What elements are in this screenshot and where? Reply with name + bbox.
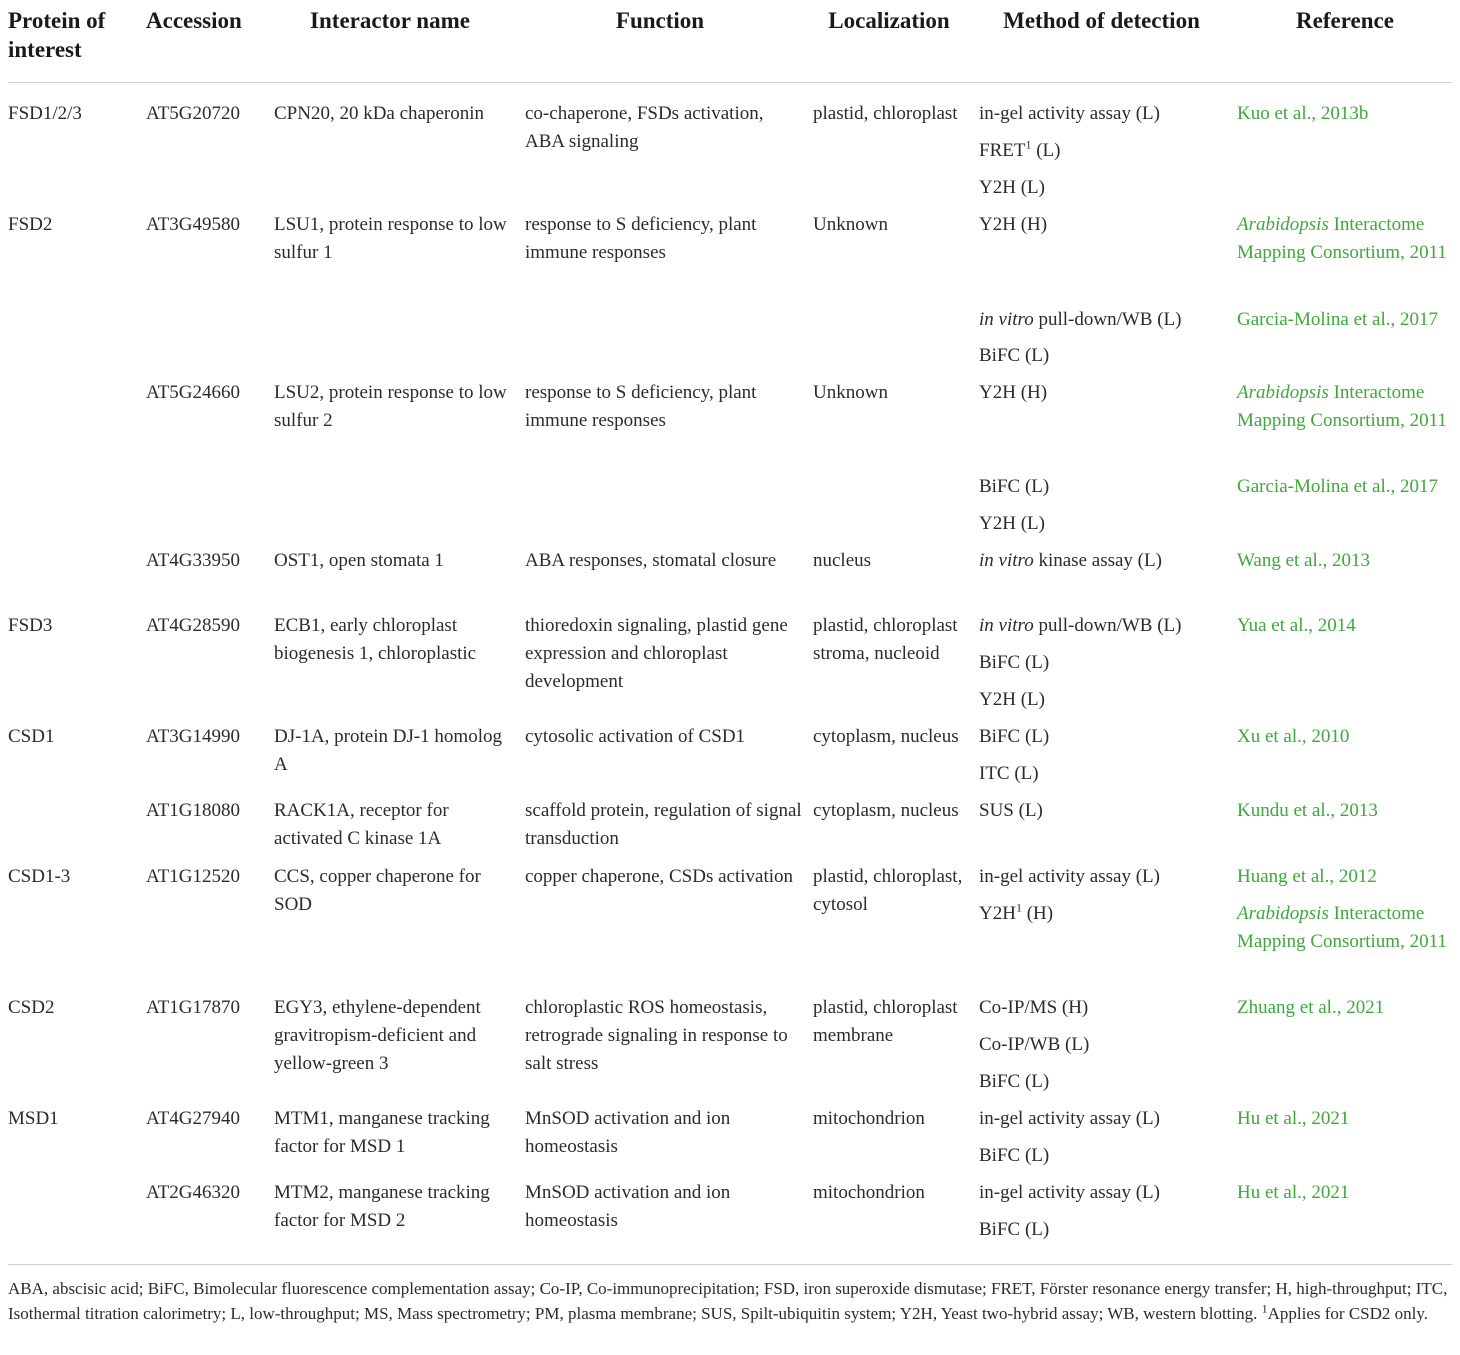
method-cell bbox=[979, 211, 1229, 239]
reference-link[interactable] bbox=[1237, 612, 1453, 640]
accession-cell: AT1G17870 bbox=[146, 997, 240, 1018]
reference-link[interactable] bbox=[1237, 306, 1453, 334]
function-cell: co-chaperone, FSDs activation, ABA signaling bbox=[525, 103, 764, 152]
method-cell bbox=[979, 510, 1229, 538]
reference-italic: Arabidopsis bbox=[1237, 903, 1329, 924]
header-interactor: Interactor name bbox=[310, 8, 470, 33]
method-cell bbox=[979, 863, 1229, 891]
localization-cell: plastid, chloroplast stroma, nucleoid bbox=[813, 615, 958, 664]
interactor-cell: LSU1, protein response to low sulfur 1 bbox=[274, 214, 507, 263]
accession-cell: AT3G49580 bbox=[146, 214, 240, 235]
function-cell: MnSOD activation and ion homeostasis bbox=[525, 1108, 731, 1157]
protein-cell: CSD1 bbox=[8, 726, 55, 747]
method-cell bbox=[979, 1179, 1229, 1207]
method-text: Y2H (L) bbox=[979, 513, 1045, 534]
method-text: BiFC (L) bbox=[979, 726, 1050, 747]
footnote-marker: 1 bbox=[1261, 1301, 1268, 1316]
interactor-cell: CCS, copper chaperone for SOD bbox=[274, 866, 481, 915]
protein-cell: CSD2 bbox=[8, 997, 55, 1018]
header-reference: Reference bbox=[1296, 8, 1394, 33]
method-cell bbox=[979, 1216, 1229, 1244]
function-cell: chloroplastic ROS homeostasis, retrograde signaling in response to salt stress bbox=[525, 997, 788, 1074]
footnote-note: Applies for CSD2 only. bbox=[1267, 1304, 1429, 1323]
method-cell bbox=[979, 137, 1229, 165]
interactor-cell: ECB1, early chloroplast biogenesis 1, chloroplastic bbox=[274, 615, 477, 664]
method-suffix: (L) bbox=[1031, 140, 1061, 161]
footer-rule bbox=[8, 1264, 1452, 1265]
reference-text: Wang et al., 2013 bbox=[1237, 550, 1371, 571]
localization-cell: mitochondrion bbox=[813, 1108, 925, 1129]
localization-cell: plastid, chloroplast membrane bbox=[813, 997, 958, 1046]
accession-cell: AT5G20720 bbox=[146, 103, 240, 124]
accession-cell: AT4G33950 bbox=[146, 550, 240, 571]
function-cell: response to S deficiency, plant immune responses bbox=[525, 382, 757, 431]
method-italic: in vitro bbox=[979, 615, 1034, 636]
reference-text: Zhuang et al., 2021 bbox=[1237, 997, 1385, 1018]
method-text: Co-IP/WB (L) bbox=[979, 1034, 1090, 1055]
reference-text: Garcia-Molina et al., 2017 bbox=[1237, 309, 1439, 330]
reference-italic: Arabidopsis bbox=[1237, 382, 1329, 403]
method-text: Y2H (L) bbox=[979, 689, 1045, 710]
reference-text: Yua et al., 2014 bbox=[1237, 615, 1356, 636]
reference-text: Hu et al., 2021 bbox=[1237, 1182, 1350, 1203]
method-text: Y2H (L) bbox=[979, 177, 1045, 198]
function-cell: MnSOD activation and ion homeostasis bbox=[525, 1182, 731, 1231]
interactor-cell: LSU2, protein response to low sulfur 2 bbox=[274, 382, 507, 431]
method-cell bbox=[979, 1068, 1229, 1096]
method-text: Y2H bbox=[979, 903, 1016, 924]
method-text: BiFC (L) bbox=[979, 1219, 1050, 1240]
protein-cell: FSD3 bbox=[8, 615, 53, 636]
localization-cell: Unknown bbox=[813, 214, 888, 235]
reference-text: Huang et al., 2012 bbox=[1237, 866, 1377, 887]
reference-link[interactable] bbox=[1237, 379, 1453, 435]
method-cell bbox=[979, 306, 1229, 334]
function-cell: scaffold protein, regulation of signal transduction bbox=[525, 800, 802, 849]
interactor-cell: MTM2, manganese tracking factor for MSD 2 bbox=[274, 1182, 490, 1231]
method-cell bbox=[979, 379, 1229, 407]
table-footnote bbox=[8, 1276, 1456, 1326]
method-italic: in vitro bbox=[979, 309, 1034, 330]
method-cell bbox=[979, 1142, 1229, 1170]
header-localization: Localization bbox=[828, 8, 950, 33]
method-cell bbox=[979, 686, 1229, 714]
method-text: BiFC (L) bbox=[979, 345, 1050, 366]
method-text: BiFC (L) bbox=[979, 652, 1050, 673]
reference-link[interactable] bbox=[1237, 863, 1453, 891]
method-cell bbox=[979, 174, 1229, 202]
reference-text: Kuo et al., 2013b bbox=[1237, 103, 1369, 124]
interactor-cell: MTM1, manganese tracking factor for MSD 1 bbox=[274, 1108, 490, 1157]
reference-italic: Arabidopsis bbox=[1237, 214, 1329, 235]
method-cell bbox=[979, 100, 1229, 128]
method-text: in-gel activity assay (L) bbox=[979, 1108, 1160, 1129]
reference-text: Xu et al., 2010 bbox=[1237, 726, 1350, 747]
interactor-cell: DJ-1A, protein DJ-1 homolog A bbox=[274, 726, 502, 775]
function-cell: response to S deficiency, plant immune responses bbox=[525, 214, 757, 263]
method-text: Y2H (H) bbox=[979, 214, 1048, 235]
method-text: in-gel activity assay (L) bbox=[979, 866, 1160, 887]
reference-link[interactable] bbox=[1237, 547, 1453, 575]
protein-cell: FSD1/2/3 bbox=[8, 103, 82, 124]
method-cell bbox=[979, 723, 1229, 751]
method-cell bbox=[979, 473, 1229, 501]
localization-cell: Unknown bbox=[813, 382, 888, 403]
function-cell: cytosolic activation of CSD1 bbox=[525, 726, 746, 747]
method-cell bbox=[979, 900, 1229, 928]
protein-cell: MSD1 bbox=[8, 1108, 59, 1129]
localization-cell: cytoplasm, nucleus bbox=[813, 800, 959, 821]
method-cell bbox=[979, 994, 1229, 1022]
accession-cell: AT2G46320 bbox=[146, 1182, 240, 1203]
method-cell bbox=[979, 1105, 1229, 1133]
method-superscript: 1 bbox=[1025, 137, 1032, 152]
method-suffix: (H) bbox=[1021, 903, 1054, 924]
method-suffix: pull-down/WB (L) bbox=[1033, 615, 1182, 636]
reference-text: Hu et al., 2021 bbox=[1237, 1108, 1350, 1129]
method-text: BiFC (L) bbox=[979, 476, 1050, 497]
localization-cell: nucleus bbox=[813, 550, 872, 571]
reference-link[interactable] bbox=[1237, 1105, 1453, 1133]
interactor-cell: CPN20, 20 kDa chaperonin bbox=[274, 103, 485, 124]
protein-cell: FSD2 bbox=[8, 214, 53, 235]
method-text: Co-IP/MS (H) bbox=[979, 997, 1089, 1018]
localization-cell: plastid, chloroplast, cytosol bbox=[813, 866, 963, 915]
localization-cell: plastid, chloroplast bbox=[813, 103, 958, 124]
reference-link[interactable] bbox=[1237, 1179, 1453, 1207]
method-text: ITC (L) bbox=[979, 763, 1039, 784]
reference-link[interactable] bbox=[1237, 211, 1453, 267]
method-italic: in vitro bbox=[979, 550, 1034, 571]
localization-cell: mitochondrion bbox=[813, 1182, 925, 1203]
accession-cell: AT1G12520 bbox=[146, 866, 240, 887]
method-text: in-gel activity assay (L) bbox=[979, 1182, 1160, 1203]
reference-link[interactable] bbox=[1237, 900, 1453, 956]
method-cell bbox=[979, 760, 1229, 788]
method-cell bbox=[979, 1031, 1229, 1059]
method-cell bbox=[979, 797, 1229, 825]
method-text: in-gel activity assay (L) bbox=[979, 103, 1160, 124]
footnote-text: ABA, abscisic acid; BiFC, Bimolecular fluorescence complementation assay; Co-IP, Co-immunoprecipitation; FSD, iron superoxide dismutase; FRET, Förster resonance energy transfer; H, high-throughput; ITC, Isothermal titration calorimetry; L, low-throughput; MS, Mass spectrometry; PM, plasma membrane; SUS, Spilt-ubiquitin system; Y2H, Yeast two-hybrid assay; WB, western blotting. bbox=[8, 1279, 1448, 1323]
interactor-cell: RACK1A, receptor for activated C kinase 1A bbox=[274, 800, 449, 849]
method-text: BiFC (L) bbox=[979, 1071, 1050, 1092]
reference-link[interactable] bbox=[1237, 723, 1453, 751]
method-cell bbox=[979, 649, 1229, 677]
method-cell bbox=[979, 547, 1229, 575]
method-text: BiFC (L) bbox=[979, 1145, 1050, 1166]
localization-cell: cytoplasm, nucleus bbox=[813, 726, 959, 747]
protein-cell: CSD1-3 bbox=[8, 866, 71, 887]
reference-text: Garcia-Molina et al., 2017 bbox=[1237, 476, 1439, 497]
header-accession: Accession bbox=[146, 8, 242, 33]
reference-link[interactable] bbox=[1237, 473, 1453, 501]
method-superscript: 1 bbox=[1015, 900, 1022, 915]
reference-link[interactable] bbox=[1237, 797, 1453, 825]
reference-text: Interactome Mapping Consortium, 2011 bbox=[1237, 903, 1447, 952]
function-cell: thioredoxin signaling, plastid gene expression and chloroplast development bbox=[525, 615, 788, 692]
accession-cell: AT4G27940 bbox=[146, 1108, 240, 1129]
reference-link[interactable] bbox=[1237, 100, 1453, 128]
method-text: Y2H (H) bbox=[979, 382, 1048, 403]
reference-text: Interactome Mapping Consortium, 2011 bbox=[1237, 382, 1447, 431]
header-function: Function bbox=[615, 8, 705, 33]
header-protein: Protein of interest bbox=[8, 8, 106, 62]
method-text: FRET bbox=[979, 140, 1026, 161]
interactor-cell: EGY3, ethylene-dependent gravitropism-deficient and yellow-green 3 bbox=[274, 997, 481, 1074]
method-suffix: pull-down/WB (L) bbox=[1033, 309, 1182, 330]
method-cell bbox=[979, 342, 1229, 370]
function-cell: copper chaperone, CSDs activation bbox=[525, 866, 794, 887]
reference-text: Kundu et al., 2013 bbox=[1237, 800, 1378, 821]
function-cell: ABA responses, stomatal closure bbox=[525, 550, 777, 571]
method-text: SUS (L) bbox=[979, 800, 1043, 821]
header-rule bbox=[8, 82, 1452, 83]
method-suffix: kinase assay (L) bbox=[1033, 550, 1162, 571]
method-cell bbox=[979, 612, 1229, 640]
reference-link[interactable] bbox=[1237, 994, 1453, 1022]
accession-cell: AT1G18080 bbox=[146, 800, 240, 821]
accession-cell: AT5G24660 bbox=[146, 382, 240, 403]
reference-text: Interactome Mapping Consortium, 2011 bbox=[1237, 214, 1447, 263]
interactor-cell: OST1, open stomata 1 bbox=[274, 550, 444, 571]
header-method: Method of detection bbox=[1003, 8, 1200, 33]
accession-cell: AT3G14990 bbox=[146, 726, 240, 747]
accession-cell: AT4G28590 bbox=[146, 615, 240, 636]
